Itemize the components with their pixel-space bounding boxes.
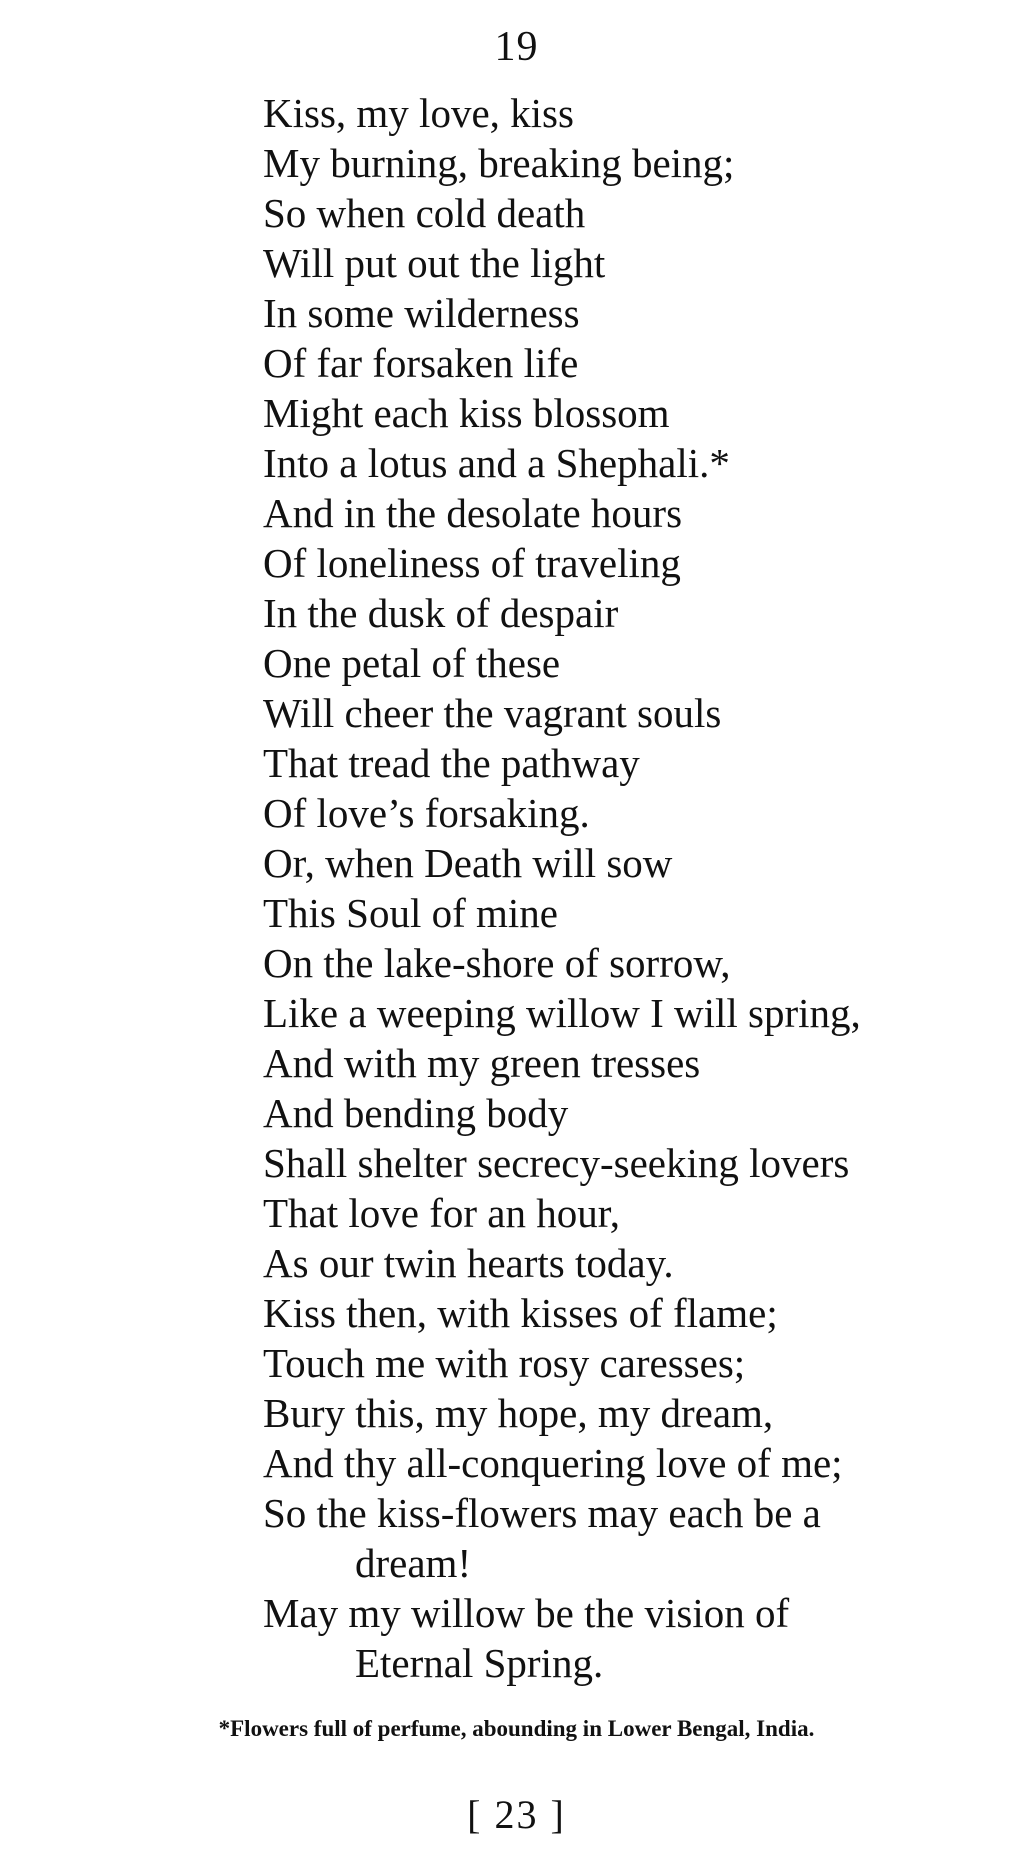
poem-line: Will cheer the vagrant souls xyxy=(263,690,722,736)
poem-line: And bending body xyxy=(263,1090,569,1136)
poem-line: That tread the pathway xyxy=(263,740,640,786)
poem-number: 19 xyxy=(494,24,539,70)
poem-line: And thy all-conquering love of me; xyxy=(263,1440,843,1486)
poem-line: In some wilderness xyxy=(263,290,580,336)
poem-body xyxy=(263,88,1003,1688)
poem-line: Kiss, my love, kiss xyxy=(263,90,574,136)
poem-line: Might each kiss blossom xyxy=(263,390,670,436)
poem-line: Shall shelter secrecy-seeking lovers xyxy=(263,1140,850,1186)
poem-line: On the lake-shore of sorrow, xyxy=(263,940,731,986)
page-number: [ 23 ] xyxy=(467,1792,566,1837)
poem-line: So when cold death xyxy=(263,190,586,236)
poem-line: In the dusk of despair xyxy=(263,590,619,636)
poem-line: Like a weeping willow I will spring, xyxy=(263,990,861,1036)
poem-line-continuation: Eternal Spring. xyxy=(355,1640,604,1686)
poem-line: May my willow be the vision of xyxy=(263,1590,790,1636)
poem-line: Bury this, my hope, my dream, xyxy=(263,1390,774,1436)
poem-line: Or, when Death will sow xyxy=(263,840,673,886)
poem-line: Of loneliness of traveling xyxy=(263,540,681,586)
poem-line: Of far forsaken life xyxy=(263,340,579,386)
poem-line: And in the desolate hours xyxy=(263,490,683,536)
poem-line: Touch me with rosy caresses; xyxy=(263,1340,746,1386)
poem-line: As our twin hearts today. xyxy=(263,1240,674,1286)
poem-line: That love for an hour, xyxy=(263,1190,620,1236)
poem-line: This Soul of mine xyxy=(263,890,558,936)
poem-line: And with my green tresses xyxy=(263,1040,701,1086)
poem-line: Of love’s forsaking. xyxy=(263,790,590,836)
poem-line: Into a lotus and a Shephali.* xyxy=(263,440,730,486)
footnote: *Flowers full of perfume, abounding in Lower Bengal, India. xyxy=(218,1716,815,1741)
poem-line: Kiss then, with kisses of flame; xyxy=(263,1290,778,1336)
poem-line-continuation: dream! xyxy=(355,1540,472,1586)
poem-line: One petal of these xyxy=(263,640,561,686)
poem-line: Will put out the light xyxy=(263,240,606,286)
poem-line: My burning, breaking being; xyxy=(263,140,735,186)
poem-line: So the kiss-flowers may each be a xyxy=(263,1490,821,1536)
